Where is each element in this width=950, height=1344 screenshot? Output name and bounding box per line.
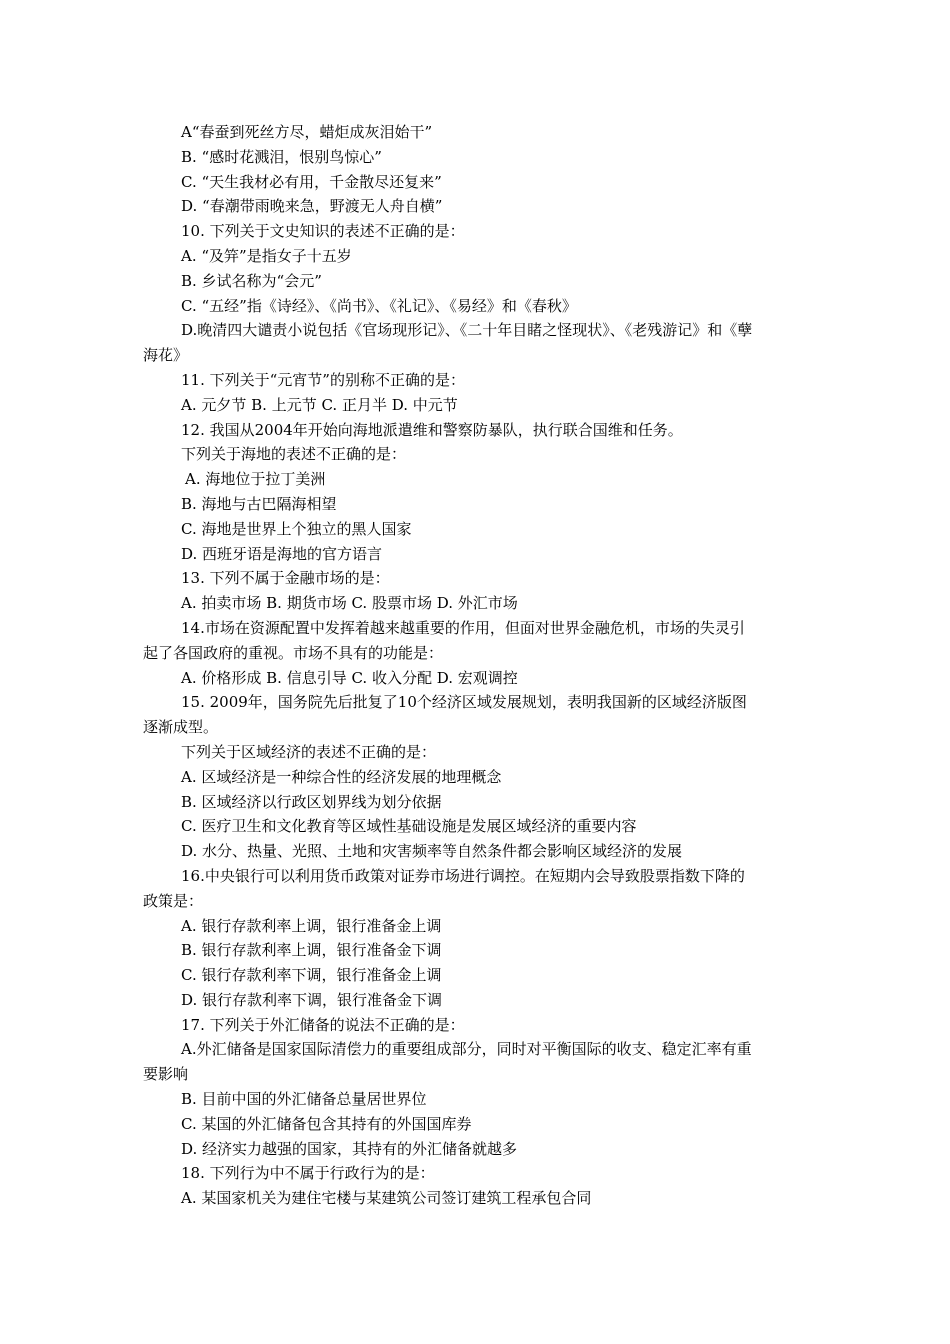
- q16-option-d: D. 银行存款利率下调，银行准备金下调: [181, 990, 443, 1009]
- q18-option-a: A. 某国家机关为建住宅楼与某建筑公司签订建筑工程承包合同: [181, 1189, 592, 1208]
- q9-option-c: C. “天生我材必有用，千金散尽还复来”: [181, 172, 442, 191]
- q11-options: A. 元夕节 B. 上元节 C. 正月半 D. 中元节: [181, 395, 458, 414]
- q15-stem: 15. 2009年，国务院先后批复了10个经济区域发展规划，表明我国新的区域经济版图: [181, 693, 747, 712]
- q17-option-a: A.外汇储备是国家国际清偿力的重要组成部分，同时对平衡国际的收支、稳定汇率有重: [181, 1040, 752, 1059]
- q17-option-c: C. 某国的外汇储备包含其持有的外国国库券: [181, 1114, 472, 1133]
- q12-option-d: D. 西班牙语是海地的官方语言: [181, 544, 383, 563]
- q18-question: 18. 下列行为中不属于行政行为的是：: [181, 1164, 435, 1183]
- q16-question: 16.中央银行可以利用货币政策对证券市场进行调控。在短期内会导致股票指数下降的: [181, 866, 745, 885]
- q15-option-b: B. 区域经济以行政区划界线为划分依据: [181, 792, 442, 811]
- q12-stem: 12. 我国从2004年开始向海地派遣维和警察防暴队，执行联合国维和任务。: [181, 420, 683, 439]
- q10-option-a: A. “及笄”是指女子十五岁: [181, 246, 352, 265]
- q17-option-b: B. 目前中国的外汇储备总量居世界位: [181, 1090, 427, 1109]
- q10-option-b: B. 乡试名称为“会元”: [181, 271, 322, 290]
- q15-option-c: C. 医疗卫生和文化教育等区域性基础设施是发展区域经济的重要内容: [181, 817, 637, 836]
- q17-question: 17. 下列关于外汇储备的说法不正确的是：: [181, 1015, 465, 1034]
- q16-option-c: C. 银行存款利率下调，银行准备金上调: [181, 966, 442, 985]
- q16-question-cont: 政策是：: [143, 891, 204, 910]
- q15-option-a: A. 区域经济是一种综合性的经济发展的地理概念: [181, 767, 502, 786]
- q16-option-a: A. 银行存款利率上调，银行准备金上调: [181, 916, 442, 935]
- q10-option-d-cont: 海花》: [143, 346, 189, 365]
- q15-stem-cont: 逐渐成型。: [143, 718, 219, 737]
- q9-option-b: B. “感时花溅泪，恨别鸟惊心”: [181, 147, 382, 166]
- q14-question: 14.市场在资源配置中发挥着越来越重要的作用，但面对世界金融危机，市场的失灵引: [181, 618, 745, 637]
- q12-option-a: A. 海地位于拉丁美洲: [185, 470, 326, 489]
- document-body: [0, 120, 950, 1211]
- q10-option-c: C. “五经”指《诗经》、《尚书》、《礼记》、《易经》和《春秋》: [181, 296, 577, 315]
- q10-option-d: D.晚清四大谴责小说包括《官场现形记》、《二十年目睹之怪现状》、《老残游记》和《孽: [181, 321, 753, 340]
- q9-option-d: D. “春潮带雨晚来急，野渡无人舟自横”: [181, 197, 443, 216]
- q17-option-d: D. 经济实力越强的国家，其持有的外汇储备就越多: [181, 1139, 518, 1158]
- q12-option-b: B. 海地与古巴隔海相望: [181, 494, 337, 513]
- q15-option-d: D. 水分、热量、光照、土地和灾害频率等自然条件都会影响区域经济的发展: [181, 842, 683, 861]
- q11-question: 11. 下列关于“元宵节”的别称不正确的是：: [181, 370, 465, 389]
- q13-question: 13. 下列不属于金融市场的是：: [181, 569, 390, 588]
- q16-option-b: B. 银行存款利率上调，银行准备金下调: [181, 941, 442, 960]
- q12-question: 下列关于海地的表述不正确的是：: [181, 445, 407, 464]
- q12-option-c: C. 海地是世界上个独立的黑人国家: [181, 519, 412, 538]
- q9-option-a: A“春蚕到死丝方尽，蜡炬成灰泪始干”: [181, 123, 433, 141]
- q13-options: A. 拍卖市场 B. 期货市场 C. 股票市场 D. 外汇市场: [181, 594, 518, 613]
- q17-option-a-cont: 要影响: [143, 1065, 189, 1084]
- q15-question: 下列关于区域经济的表述不正确的是：: [181, 742, 437, 761]
- q14-question-cont: 起了各国政府的重视。市场不具有的功能是：: [143, 643, 444, 662]
- q14-options: A. 价格形成 B. 信息引导 C. 收入分配 D. 宏观调控: [181, 668, 518, 687]
- q10-question: 10. 下列关于文史知识的表述不正确的是：: [181, 222, 465, 241]
